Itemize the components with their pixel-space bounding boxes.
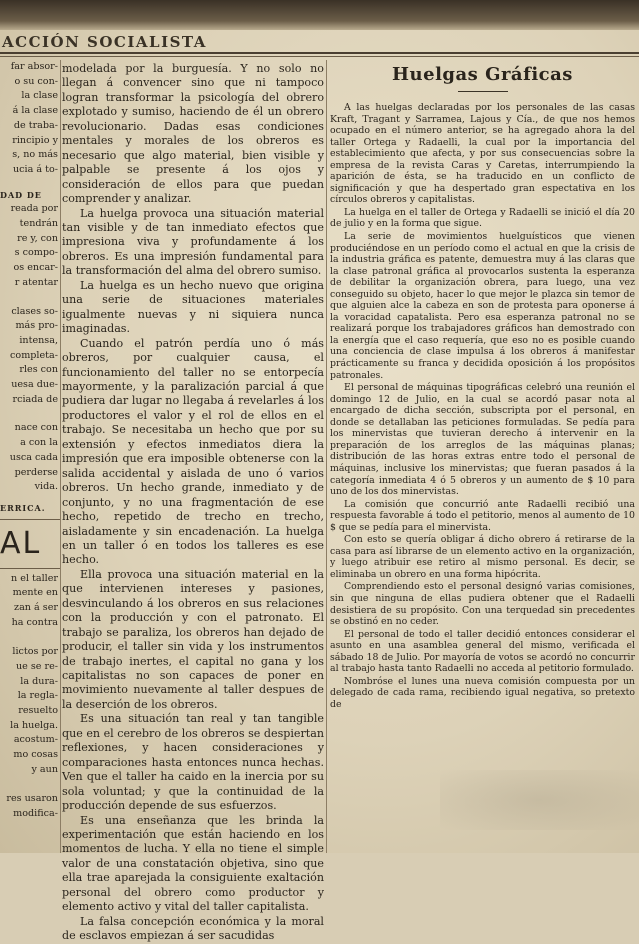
- left-section-heading: DAD DE: [0, 189, 42, 200]
- column-divider-left: [60, 60, 61, 853]
- left-line: y aun: [31, 763, 58, 775]
- left-rule-2: [0, 568, 60, 569]
- mid-paragraph-2: La huelga provoca una situación material tan visible y de tan inmediato efectos que impresiona viva y profundamente á los obreros. Es una impresión fundamental para la transformación del alma del obrero sumiso.: [62, 206, 324, 278]
- left-line: clases so-: [11, 305, 58, 317]
- right-column: [330, 62, 635, 853]
- mid-paragraph-1: modelada por la burguesía. Y no solo no llegan á convencer sino que ni tampoco logran transformar la psicología del obrero explotado y sumiso, haciendo de él un obrero revolucionario. Dadas esas condiciones mentales y morales de los obreros es necesario que algo material, bien visible y palpable se presente á los ojos y consideración de ellos para que puedan comprender y analizar.: [62, 62, 324, 206]
- left-line: o su con-: [14, 75, 58, 87]
- left-line: usca cada: [9, 451, 58, 463]
- left-line: s compo-: [14, 247, 58, 259]
- right-paragraph-4: El personal de máquinas tipográficas celebró una reunión el domingo 12 de Julio, en la cual se acordó pasar nota al encargado de dicha sección, subscripta por el personal, en donde se detallaban las peticiones formuladas. Se pedía para los minervistas que tuvieran derecho á intervenir en la preparación de los arreglos de las máquinas planas; distribución de las horas extras entre todo el personal de máquinas, inclusive los minervistas; que fueran pasados á la categoría inmediata 4 ó 5 obreros y un aumento de $ 10 para uno de los dos minervistas.: [330, 382, 635, 498]
- left-line: la huelga.: [10, 719, 58, 731]
- right-paragraph-5: La comisión que concurrió ante Radaelli recibió una respuesta favorable á todo el petitorio, menos al aumento de 10 $ que se pedía para el minervista.: [330, 498, 635, 533]
- left-line: lictos por: [12, 646, 58, 658]
- left-big-heading: AL: [0, 525, 42, 561]
- left-line: tendrán: [19, 218, 58, 230]
- right-paragraph-2: La huelga en el taller de Ortega y Radaelli se inició el día 20 de julio y en la forma que sigue.: [330, 206, 635, 230]
- left-line: uesa due-: [11, 379, 58, 391]
- left-line: zan á ser: [14, 602, 58, 614]
- left-line: nace con: [14, 422, 58, 434]
- right-paragraph-7: Comprendiendo esto el personal designó varias comisiones, sin que ninguna de ellas pudiera obtener que el Radaelli desistiera de su propósito. Con una terquedad sin precedentes se obstinó en no ceder.: [330, 581, 635, 628]
- left-line: rciada de: [12, 393, 58, 405]
- left-line: [0, 778, 58, 793]
- header-rule-thin: [0, 56, 639, 57]
- left-line: res usaron: [6, 793, 58, 805]
- paper-stain: [440, 770, 639, 830]
- right-paragraph-6: Con esto se quería obligar á dicho obrero á retirarse de la casa para así librarse de un elemento activo en la organización, y luego atribuir ese retiro al mismo personal. Es decir, se eliminaba un obrero en una forma hipócrita.: [330, 534, 635, 580]
- left-text-block-mid3: [0, 421, 60, 495]
- left-line: ue se re-: [15, 660, 58, 672]
- left-line: intensa,: [19, 334, 58, 346]
- left-line: perderse: [14, 466, 58, 478]
- left-line: os encar-: [13, 262, 58, 274]
- left-column-cropped: [0, 60, 60, 853]
- left-line: mo cosas: [13, 749, 58, 761]
- left-line: mente en: [12, 587, 58, 599]
- left-line: modifica-: [13, 807, 58, 819]
- left-text-block-top: [0, 60, 60, 178]
- left-section-heading-2: ERRICA.: [0, 502, 46, 513]
- mid-paragraph-6: Es una situación tan real y tan tangible que en el cerebro de los obreros se despiertan reflexiones, y hacen consideraciones y comparaciones hasta entonces nunca hechas. Ven que el taller ha caido en la inercia por su sola voluntad; y que la continuidad de la producción depende de sus esfuerzos.: [62, 712, 324, 813]
- right-paragraph-9: Nombróse el lunes una nueva comisión compuesta por un delegado de cada rama, recibiendo igual negativa, so pretexto de: [330, 675, 635, 710]
- left-line: la clase: [21, 90, 58, 102]
- page-header-title: ACCIÓN SOCIALISTA: [2, 33, 207, 51]
- left-line: far absor-: [10, 61, 58, 72]
- left-text-block-mid2: [0, 305, 60, 408]
- title-rule: [458, 91, 508, 92]
- left-line: reada por: [10, 203, 58, 215]
- left-line: resuelto: [18, 705, 58, 717]
- column-divider-right: [326, 60, 327, 853]
- left-line: á la clase: [12, 105, 58, 117]
- left-line: más pro-: [15, 320, 58, 332]
- mid-paragraph-4: Cuando el patrón perdía uno ó más obreros, por cualquier causa, el funcionamiento del taller no se entorpecía mayormente, y la paralización parcial á que pudiera dar lugar no llegaba á revelarles á los productores el valor y el rol de ellos en el trabajo. Se necesitaba un hecho que por su extensión y efectos inmediatos diera la impresión que era imposible obtenerse con la salida accidental y aislada de uno ó varios obreros. Un hecho grande, inmediato y de conjunto, y no una fragmentación de ese hecho, repetido de trecho en trecho, aisladamente y sin encadenación. La huelga en un taller ó en todos los talleres es ese hecho.: [62, 336, 324, 567]
- right-paragraph-8: El personal de todo el taller decidió entonces considerar el asunto en una asamblea general del mismo, verificada el sábado 18 de Julio. Por mayoría de votos se acordó no concurrir al trabajo hasta tanto Radaelli no acceda al petitorio formulado.: [330, 628, 635, 675]
- left-text-block-bottom: [0, 572, 60, 822]
- left-line: vida.: [34, 481, 58, 493]
- left-line: rincipio y: [12, 134, 58, 146]
- left-line: r atentar: [14, 276, 58, 288]
- middle-column: [62, 62, 324, 943]
- left-line: ucia á to-: [12, 163, 58, 175]
- left-line: n el taller: [11, 572, 58, 584]
- left-line: completa-: [10, 349, 58, 361]
- mid-paragraph-3: La huelga es un hecho nuevo que origina una serie de situaciones materiales igualmente nuevas y ni siquiera nunca imaginadas.: [62, 278, 324, 336]
- left-text-block-mid: [0, 202, 60, 290]
- article-title: Huelgas Gráficas: [392, 64, 573, 85]
- page-top-edge: [0, 0, 639, 30]
- left-line: [0, 631, 58, 646]
- left-line: re y, con: [17, 232, 58, 244]
- left-line: s, no más: [12, 149, 58, 161]
- left-line: la regla-: [17, 690, 58, 702]
- right-paragraph-1: A las huelgas declaradas por los personales de las casas Kraft, Tragant y Sarramea, Lajous y Cía., de que nos hemos ocupado en el número anterior, se ha agregado ahora la del taller Ortega y Radaelli, la cual por la importancia del establecimiento que afecta, y por sus consecuencias sobre la empresa de la revista Caras y Caretas, interrumpiendo la aparición de ésta, se ha traducido en un conflicto de significación y que ha despertado gran espectativa en los círculos obreros y capitalistas.: [330, 102, 635, 206]
- mid-paragraph-8: La falsa concepción económica y la moral de esclavos empiezan á ser sacudidas: [62, 914, 324, 943]
- left-line: a con la: [20, 437, 58, 449]
- left-line: rles con: [19, 364, 58, 376]
- left-line: de traba-: [13, 119, 58, 131]
- mid-paragraph-7: Es una enseñanza que les brinda la experimentación que están haciendo en los momentos de lucha. Y ella no tiene el simple valor de una constatación objetiva, sino que ella trae aparejada la consiguiente exaltación personal del obrero como productor y elemento activo y vital del taller capitalista.: [62, 813, 324, 914]
- left-rule: [0, 519, 60, 520]
- header-rule: [0, 52, 639, 54]
- right-paragraph-3: La serie de movimientos huelguísticos que vienen produciéndose en un período como el actual en que la crisis de la industria gráfica es patente, demuestra muy á las claras que la clase patronal gráfica al provocarlos sustenta la esperanza de debilitar la organización obrera, para luego, una vez conseguido su objeto, hacer lo que mejor le plazca sin temor de que alguien alce la cabeza en son de protesta para oponerse á la voracidad capatalista. Pero esa esperanza patronal no se realizará porque los trabajadores gráficos han demostrado con la energía que el caso requería, que eso no es posible cuando una conciencia de clase impulsa á los obreros á manifestar prácticamente su franca y decidida oposición á los propósitos patronales.: [330, 231, 635, 381]
- left-line: acostum-: [13, 734, 58, 746]
- left-line: la dura-: [20, 675, 58, 687]
- mid-paragraph-5: Ella provoca una situación material en la que intervienen intereses y pasiones, desvinculando á los obreros en sus relaciones con la producción y con el patronato. El trabajo se paraliza, los obreros han dejado de producir, el taller sin vida y los instrumentos de trabajo inertes, el capital no gana y los capitalistas no son capaces de poner en movimiento nuevamente al taller despues de la deserción de los obreros.: [62, 567, 324, 711]
- left-line: ha contra: [11, 616, 58, 628]
